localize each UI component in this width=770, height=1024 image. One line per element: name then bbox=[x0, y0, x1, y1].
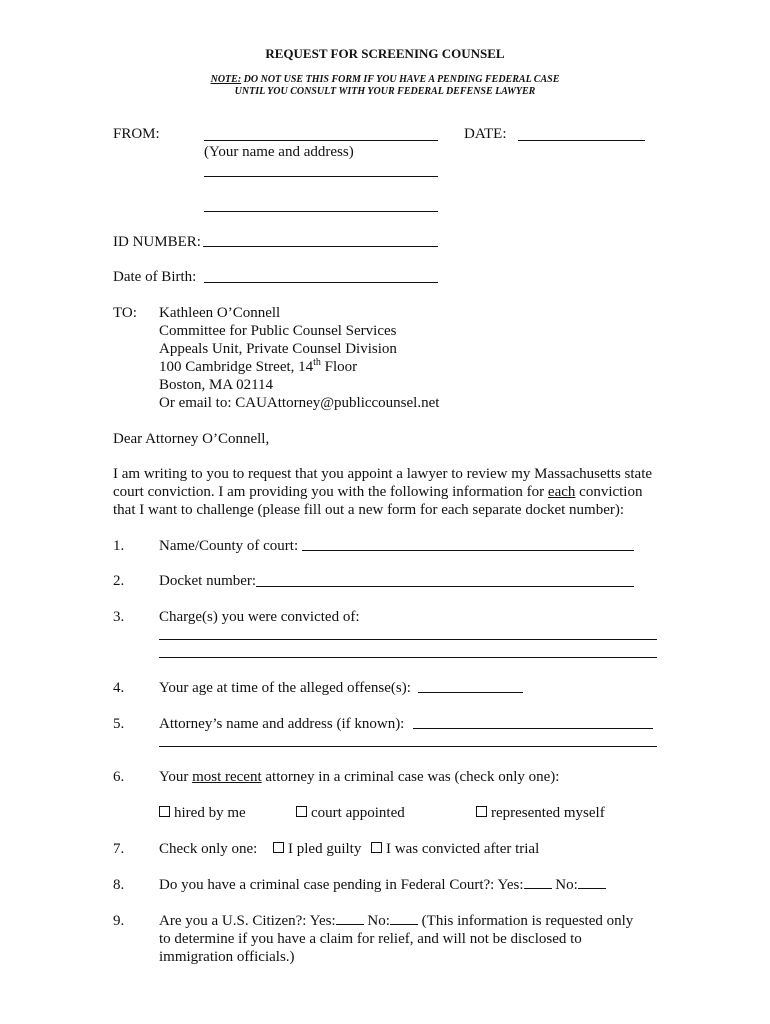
q7-option-guilty[interactable] bbox=[273, 840, 361, 858]
q7-option-trial[interactable] bbox=[371, 840, 539, 858]
paragraph-line-2 bbox=[113, 483, 642, 501]
date-line[interactable] bbox=[518, 140, 645, 141]
para2-post: conviction bbox=[575, 484, 643, 500]
q9-yes-blank[interactable] bbox=[336, 912, 364, 925]
q4-number: 4. bbox=[113, 680, 125, 696]
id-number-label: ID NUMBER: bbox=[113, 234, 201, 250]
id-number-line[interactable] bbox=[203, 246, 438, 247]
paragraph-line-1: I am writing to you to request that you appoint a lawyer to review my Massachusetts state bbox=[113, 466, 653, 482]
from-label: FROM: bbox=[113, 126, 160, 142]
q8-label bbox=[159, 876, 606, 894]
q8-no-blank[interactable] bbox=[578, 876, 606, 889]
q6-option-hired-label: hired by me bbox=[174, 805, 246, 821]
note-label: NOTE: bbox=[210, 74, 242, 85]
from-address-line-1[interactable] bbox=[204, 176, 438, 177]
note-line-2: UNTIL YOU CONSULT WITH YOUR FEDERAL DEFENSE LAWYER bbox=[234, 86, 536, 97]
note-text-1: DO NOT USE THIS FORM IF YOU HAVE A PENDING FEDERAL CASE bbox=[243, 74, 560, 85]
q9-post: (This information is requested only bbox=[417, 913, 634, 929]
q3-number: 3. bbox=[113, 609, 125, 625]
q6-label bbox=[159, 768, 559, 786]
q8-no-text: No: bbox=[551, 877, 578, 893]
q5-line-1[interactable] bbox=[413, 728, 653, 729]
checkbox-icon[interactable] bbox=[296, 806, 307, 817]
q7-option-guilty-label: I pled guilty bbox=[288, 841, 362, 857]
checkbox-icon[interactable] bbox=[476, 806, 487, 817]
paragraph-line-3: that I want to challenge (please fill out a new form for each separate docket number): bbox=[113, 502, 625, 518]
form-title: REQUEST FOR SCREENING COUNSEL bbox=[265, 46, 505, 61]
q6-post: attorney in a criminal case was (check only one): bbox=[261, 769, 560, 785]
q9-line-1 bbox=[159, 912, 633, 930]
q8-number: 8. bbox=[113, 877, 125, 893]
q1-number: 1. bbox=[113, 538, 125, 554]
street-sup: th bbox=[313, 357, 321, 368]
q1-line[interactable] bbox=[302, 550, 634, 551]
recipient-division: Appeals Unit, Private Counsel Division bbox=[159, 341, 397, 357]
from-address-line-2[interactable] bbox=[204, 211, 438, 212]
q1-label: Name/County of court: bbox=[159, 538, 299, 554]
q6-option-self-label: represented myself bbox=[491, 805, 605, 821]
note-line-1 bbox=[0, 74, 770, 85]
q2-line[interactable] bbox=[256, 586, 634, 587]
q7-number: 7. bbox=[113, 841, 125, 857]
q6-option-self[interactable] bbox=[476, 804, 605, 822]
q4-label: Your age at time of the alleged offense(s): bbox=[159, 680, 411, 696]
para2-pre: court conviction. I am providing you with the following information for bbox=[113, 484, 548, 500]
q5-label: Attorney’s name and address (if known): bbox=[159, 716, 405, 732]
salutation: Dear Attorney O’Connell, bbox=[113, 431, 270, 447]
para2-each: each bbox=[547, 484, 576, 500]
checkbox-icon[interactable] bbox=[273, 842, 284, 853]
q9-line-3: immigration officials.) bbox=[159, 949, 295, 965]
q5-line-2[interactable] bbox=[159, 746, 657, 747]
from-hint: (Your name and address) bbox=[204, 144, 354, 160]
q9-number: 9. bbox=[113, 913, 125, 929]
q6-number: 6. bbox=[113, 769, 125, 785]
q8-yes-blank[interactable] bbox=[524, 876, 552, 889]
dob-line[interactable] bbox=[204, 282, 438, 283]
q9-no-blank[interactable] bbox=[390, 912, 418, 925]
q9-pre: Are you a U.S. Citizen?: Yes: bbox=[159, 913, 336, 929]
q8-text: Do you have a criminal case pending in Federal Court?: Yes: bbox=[159, 877, 524, 893]
recipient-name: Kathleen O’Connell bbox=[159, 305, 281, 321]
checkbox-icon[interactable] bbox=[371, 842, 382, 853]
dob-label: Date of Birth: bbox=[113, 269, 197, 285]
q3-line-2[interactable] bbox=[159, 657, 657, 658]
recipient-org: Committee for Public Counsel Services bbox=[159, 323, 397, 339]
to-label: TO: bbox=[113, 305, 137, 321]
date-label: DATE: bbox=[464, 126, 507, 142]
q4-line[interactable] bbox=[418, 692, 523, 693]
q6-option-hired[interactable] bbox=[159, 804, 246, 822]
from-name-line[interactable] bbox=[204, 140, 438, 141]
recipient-email: Or email to: CAUAttorney@publiccounsel.net bbox=[159, 395, 440, 411]
q9-no-text: No: bbox=[363, 913, 390, 929]
street-text: 100 Cambridge Street, 14 bbox=[159, 359, 314, 375]
q2-number: 2. bbox=[113, 573, 125, 589]
q3-label: Charge(s) you were convicted of: bbox=[159, 609, 360, 625]
q7-option-trial-label: I was convicted after trial bbox=[386, 841, 540, 857]
q6-pre: Your bbox=[159, 769, 193, 785]
q9-line-2: to determine if you have a claim for relief, and will not be disclosed to bbox=[159, 931, 582, 947]
q6-most-recent: most recent bbox=[192, 769, 262, 785]
q6-option-appointed-label: court appointed bbox=[311, 805, 405, 821]
q3-line-1[interactable] bbox=[159, 639, 657, 640]
recipient-city: Boston, MA 02114 bbox=[159, 377, 274, 393]
recipient-street bbox=[159, 358, 357, 376]
q2-label: Docket number: bbox=[159, 573, 257, 589]
checkbox-icon[interactable] bbox=[159, 806, 170, 817]
q7-label: Check only one: bbox=[159, 841, 258, 857]
q5-number: 5. bbox=[113, 716, 125, 732]
street-floor: Floor bbox=[320, 359, 358, 375]
q6-option-appointed[interactable] bbox=[296, 804, 405, 822]
